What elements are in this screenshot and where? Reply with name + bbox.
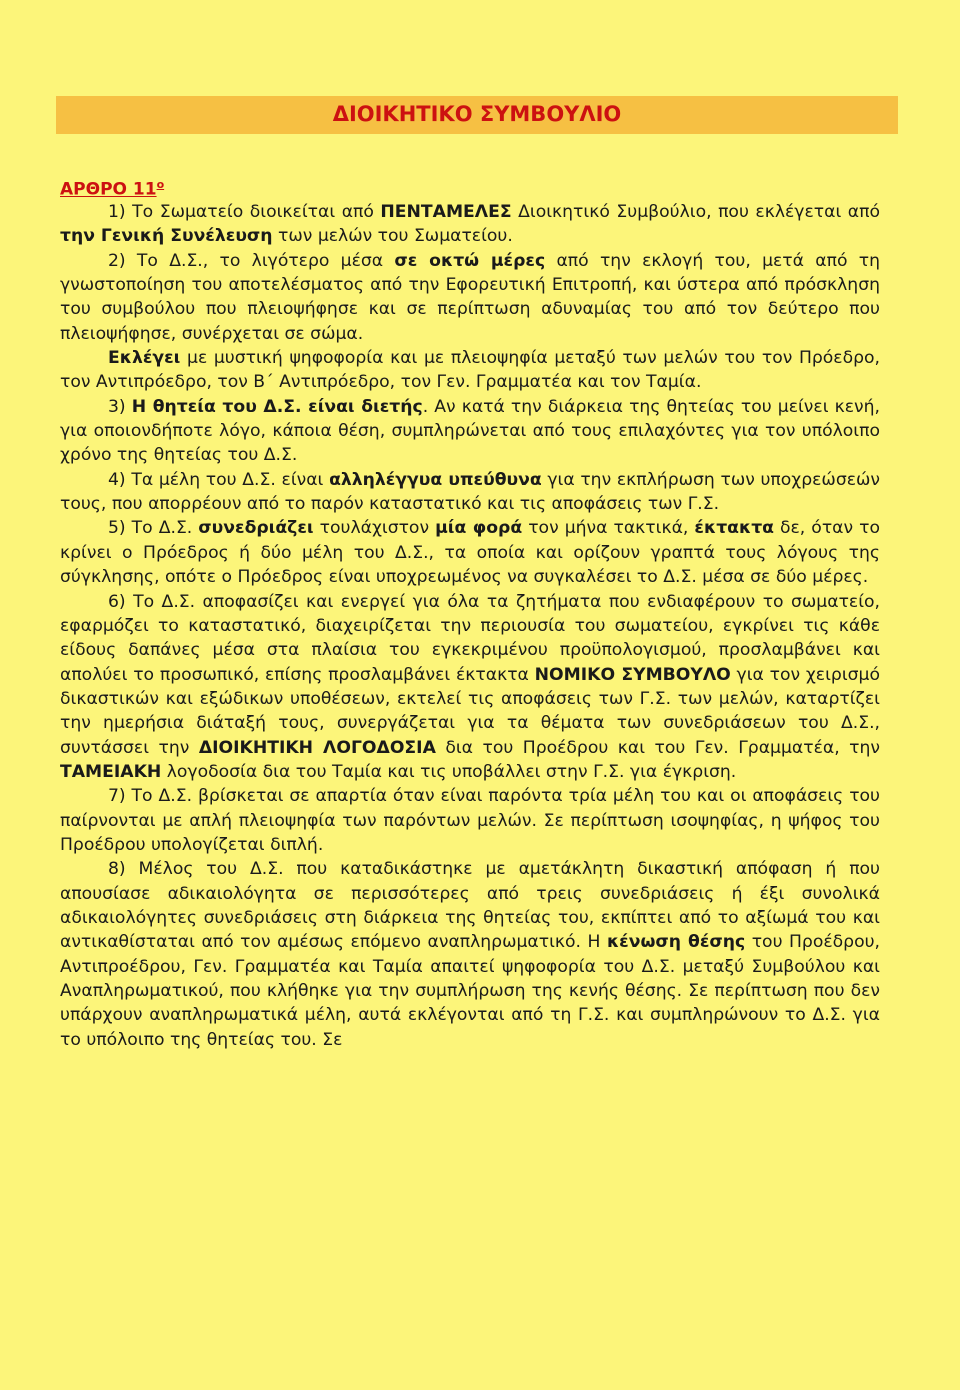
text-run: 6) Το Δ.Σ. αποφασίζει και ενεργεί για όλα τα ζητήματα που ενδιαφέρουν το σωματείο, εφαρμόζει το καταστατικό, διαχειρίζεται την περιουσία του σωματείου, εγκρίνει τις κάθε είδους δαπάνες μέσα στα πλαίσια του εγκεκριμένου προϋπολογισμού, προσλαμβάνει και απολύει το προσωπικό, επίσης προσλαμβάνει έκτακτα [60,591,880,685]
paragraph [60,784,880,857]
bold-text: κένωση θέσης [606,932,746,953]
text-run: για τον χειρισμό δικαστικών και εξώδικων υποθέσεων, εκτελεί τις αποφάσεις των Γ.Σ. των μελών, καταρτίζει την ημερήσια διάταξή τους, συνεργάζεται για τα θέματα των συνεδριάσεων του Δ.Σ., συντάσσει την [60,664,880,758]
text-run: από την εκλογή του, μετά από τη γνωστοποίηση του αποτελέσματος από την Εφορευτική Επιτροπή, και ύστερα από πρόσκληση του συμβούλου που πλειοψήφησε και σε περίπτωση αδυναμίας του από τον δεύτερο που πλειοψήφησε, συνέρχεται σε σώμα. [60,250,880,344]
title-band [56,96,898,134]
bold-text: την Γενική Συνέλευση [60,226,273,247]
paragraph [60,249,880,346]
bold-text: ΠΕΝΤΑΜΕΛΕΣ [380,202,512,222]
text-run: 7) Το Δ.Σ. βρίσκεται σε απαρτία όταν είναι παρόντα τρία μέλη του και οι αποφάσεις του παίρνονται με απλή πλειοψηφία των παρόντων μελών. Σε περίπτωση ισοψηφίας, η ψήφος του Προέδρου υπολογίζεται διπλή. [60,786,880,855]
bold-text: Εκλέγει [108,348,181,369]
bold-text: μία φορά [435,518,523,539]
text-run: του Προέδρου, Αντιπροέδρου, Γεν. Γραμματέα και Ταμία απαιτεί ψηφοφορία του Δ.Σ. μεταξύ Συμβούλου και Αναπληρωματικού, που κλήθηκε για την συμπλήρωση της κενής θέσης. Σε περίπτωση που δεν υπάρχουν αναπληρωματικά μέλη, αυτά εκλέγονται από τη Γ.Σ. και συμπληρώνουν το Δ.Σ. για το υπόλοιπο της θητείας του. Σε [60,932,880,1050]
text-run: δε, όταν το κρίνει ο Πρόεδρος ή δύο μέλη του Δ.Σ., τα οποία και ορίζουν γραπτά τους λόγους της σύγκλησης, οπότε ο Πρόεδρος είναι υποχρεωμένος να συγκαλέσει το Δ.Σ. μέσα σε δύο μέρες. [60,518,880,588]
text-run: 4) Τα μέλη του Δ.Σ. είναι [108,469,330,490]
text-run: 3) [108,396,132,417]
article-body [60,200,880,1052]
text-run: δια του Προέδρου και του Γεν. Γραμματέα, την [435,737,880,758]
text-run: των μελών του Σωματείου. [272,226,513,247]
bold-text: ΔΙΟΙΚΗΤΙΚΗ ΛΟΓΟΔΟΣΙΑ [198,737,436,758]
text-run: 2) Το Δ.Σ., το λιγότερο μέσα [108,250,395,271]
bold-text: σε οκτώ μέρες [394,250,546,271]
bold-text: έκτακτα [694,518,774,539]
bold-text: ΤΑΜΕΙΑΚΗ [60,761,162,782]
text-run: για την εκπλήρωση των υποχρεώσεών τους, που απορρέουν από το παρόν καταστατικό και τις αποφάσεις των Γ.Σ. [60,469,880,515]
text-run: τον μήνα τακτικά, [522,518,695,539]
text-run: Διοικητικό Συμβούλιο, που εκλέγεται από [511,202,880,222]
text-run: . Αν κατά την διάρκεια της θητείας του μείνει κενή, για οποιονδήποτε λόγο, κάποια θέση, συμπληρώνεται από τους επιλαχόντες για τον υπόλοιπο χρόνο της θητείας του Δ.Σ. [60,396,880,466]
paragraph [60,395,880,468]
page-title: ΔΙΟΙΚΗΤΙΚΟ ΣΥΜΒΟΥΛΙΟ [332,102,622,126]
text-run: 5) Το Δ.Σ. [108,518,199,539]
text-run: λογοδοσία δια του Ταμία και τις υποβάλλει στην Γ.Σ. για έγκριση. [161,761,737,782]
bold-text: αλληλέγγυα υπεύθυνα [329,469,542,490]
article-superscript: ο [156,178,165,191]
text-run: 1) Το Σωματείο διοικείται από [108,202,381,222]
paragraph [60,468,880,517]
bold-text: ΝΟΜΙΚΟ ΣΥΜΒΟΥΛΟ [534,664,731,685]
article-heading [60,178,164,200]
bold-text: συνεδριάζει [198,518,314,539]
paragraph [60,590,880,785]
bold-text: Η θητεία του Δ.Σ. είναι διετής [131,396,423,417]
text-run: 8) Μέλος του Δ.Σ. που καταδικάστηκε με αμετάκλητη δικαστική απόφαση ή που απουσίασε αδικαιολόγητα σε περισσότερες από τρεις συνεδριάσεις ή έξι συνολικά αδικαιολόγητες συνεδριάσεις στη διάρκεια της θητείας του, εκπίπτει από το αξίωμά του και αντικαθίσταται από τον αμέσως επόμενο αναπληρωματικό. Η [60,859,880,953]
text-run: με μυστική ψηφοφορία και με πλειοψηφία μεταξύ των μελών του τον Πρόεδρο, τον Αντιπρόεδρο, τον Β΄ Αντιπρόεδρο, τον Γεν. Γραμματέα και τον Ταμία. [60,348,880,393]
paragraph [60,857,880,1052]
paragraph [60,516,880,589]
paragraph [60,346,880,395]
text-run: τουλάχιστον [313,518,436,539]
article-label: ΑΡΘΡΟ 11 [60,179,157,200]
paragraph [60,200,880,249]
